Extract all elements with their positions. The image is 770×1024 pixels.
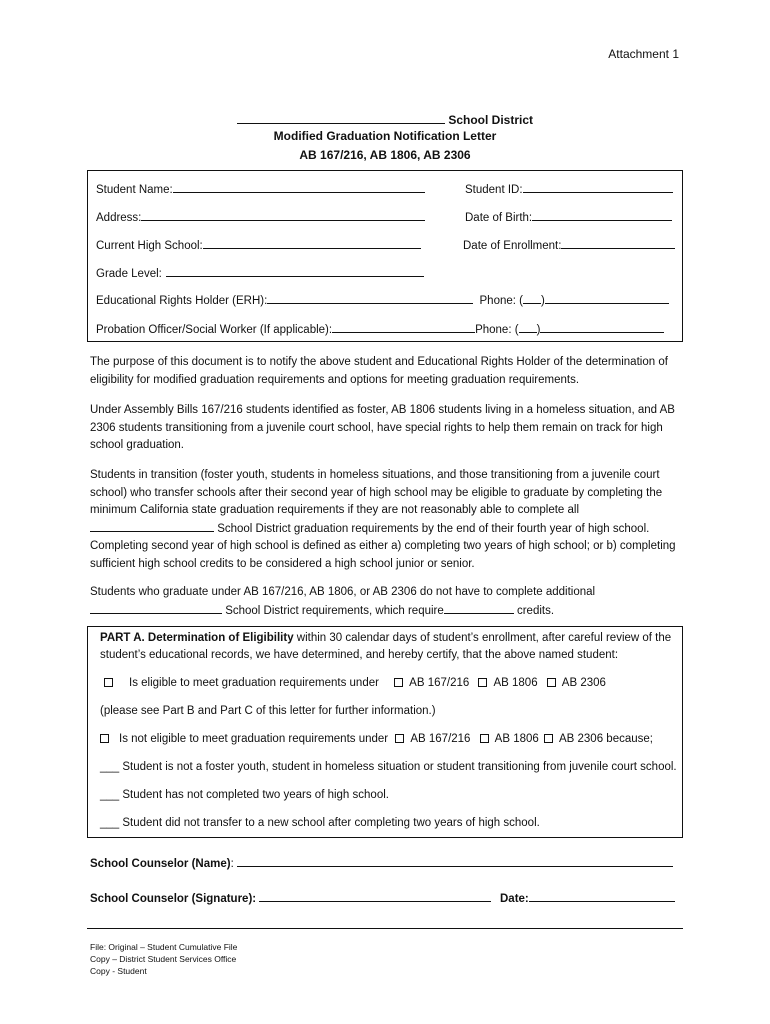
footer-divider [87,928,683,929]
reason-1-blank[interactable]: ___ [100,761,120,773]
because-text: because; [603,733,653,745]
eligible-row [104,677,606,689]
not-eligible-ab167-checkbox[interactable] [395,734,404,743]
probation-label: Probation Officer/Social Worker (If applicable): [96,324,333,336]
probation-row [96,321,664,336]
erh-row [96,292,669,307]
student-name-label: Student Name: [96,184,173,196]
grade-level-row [96,265,424,280]
student-id-label: Student ID: [465,184,523,196]
date-field[interactable] [529,890,675,902]
not-eligible-ab1806-checkbox[interactable] [480,734,489,743]
eligible-text: Is eligible to meet graduation requirements under [129,677,379,689]
eligible-ab167-label: AB 167/216 [409,677,470,689]
district-name-blank[interactable] [237,112,445,124]
reason-row-2 [100,789,389,801]
not-eligible-row [100,733,653,745]
address-field[interactable] [141,209,425,221]
purpose-text: The purpose of this document is to notify the above student and Educational Rights Holder of the determination of eligibility for modified graduation requirements and options for meeting graduation requirements. [90,356,668,386]
eligible-ab1806-label: AB 1806 [493,677,538,689]
additional-text-b: School District requirements, which require [222,604,444,617]
eligible-ab2306-checkbox[interactable] [547,678,556,687]
part-a-intro-rest: within 30 calendar days of student’s enrollment, after careful review of the [293,632,672,644]
current-school-label: Current High School: [96,240,203,252]
address-label: Address: [96,212,142,224]
transition-text [90,467,680,573]
reason-1-text: Student is not a foster youth, student in homeless situation or student transitioning from juvenile court school. [119,761,677,773]
reason-2-blank[interactable]: ___ [100,789,120,801]
additional-text-c: credits. [513,604,555,617]
counselor-signature-label: School Counselor (Signature): [90,893,257,905]
attachment-label: Attachment 1 [608,47,679,61]
not-eligible-ab167-label: AB 167/216 [410,733,471,745]
grade-level-field[interactable] [166,265,424,277]
assembly-bills-text: Under Assembly Bills 167/216 students identified as foster, AB 1806 students living in a homeless situation, and AB 2306 students transitioning from a juvenile court school, have special rights to help them remain on track for high school graduation. [90,404,675,451]
student-id-field[interactable] [523,181,673,193]
assembly-bills-paragraph [90,402,680,455]
not-eligible-ab1806-label: AB 1806 [494,733,539,745]
grade-level-label: Grade Level: [96,268,162,280]
see-parts-note: (please see Part B and Part C of this letter for further information.) [100,705,436,717]
credits-blank[interactable] [444,602,514,614]
part-a-intro-line1 [100,632,671,644]
student-id-row [465,181,673,196]
part-a-heading: PART A. Determination of Eligibility [100,632,294,644]
district-name-inline-blank[interactable] [90,520,214,532]
transition-paragraph [90,467,680,573]
transition-text-a: Students in transition (foster youth, students in homeless situations, and those transitioning from a juvenile court school) who transfer schools after their second year of high school may be eligible to graduate by completing the minimum California state graduation requirements if they are not reasonably able to complete all [90,469,663,516]
reason-2-text: Student has not completed two years of high school. [119,789,389,801]
dob-label: Date of Birth: [465,212,533,224]
erh-phone-label: Phone: ( [479,295,523,307]
additional-requirements-text [90,584,680,620]
additional-requirements-paragraph [90,584,680,620]
part-a-box [87,626,683,838]
probation-phone-label: Phone: ( [475,324,519,336]
enrollment-field[interactable] [561,237,675,249]
erh-phone-field[interactable] [545,292,669,304]
part-a-intro-line2: student’s educational records, we have determined, and hereby certify, that the above named student: [100,649,619,661]
dob-row [465,209,672,224]
purpose-paragraph [90,354,680,389]
additional-text-a: Students who graduate under AB 167/216, AB 1806, or AB 2306 do not have to complete additional [90,586,596,598]
probation-field[interactable] [332,321,475,333]
not-eligible-ab2306-checkbox[interactable] [544,734,553,743]
footer-line-2: Copy – District Student Services Office [90,954,237,964]
student-name-field[interactable] [173,181,425,193]
erh-phone-close: ) [540,295,545,307]
district-suffix: School District [448,113,534,127]
counselor-name-field[interactable] [237,855,673,867]
current-school-row [96,237,421,252]
eligible-ab167-checkbox[interactable] [394,678,403,687]
district-heading [0,112,770,127]
counselor-signature-row [90,890,491,905]
not-eligible-text: Is not eligible to meet graduation requirements under [119,733,389,745]
reason-3-blank[interactable]: ___ [100,817,120,829]
reason-row-1 [100,761,677,773]
probation-phone-area[interactable] [519,321,537,333]
address-row [96,209,425,224]
reason-row-3 [100,817,540,829]
eligible-ab1806-checkbox[interactable] [478,678,487,687]
counselor-signature-field[interactable] [259,890,491,902]
footer-line-1: File: Original – Student Cumulative File [90,942,238,952]
enrollment-row [463,237,675,252]
counselor-name-colon: : [230,858,234,870]
probation-phone-field[interactable] [540,321,664,333]
student-info-box [87,170,683,342]
eligible-checkbox[interactable] [104,678,113,687]
counselor-name-row [90,855,673,870]
counselor-name-label: School Counselor (Name) [90,858,231,870]
date-label: Date: [500,893,529,905]
date-row [500,890,675,905]
erh-phone-area[interactable] [523,292,541,304]
student-name-row [96,181,425,196]
letter-title: Modified Graduation Notification Letter [273,129,497,143]
letter-bills: AB 167/216, AB 1806, AB 2306 [299,148,471,162]
current-school-field[interactable] [203,237,421,249]
erh-label: Educational Rights Holder (ERH): [96,295,268,307]
footer-line-3: Copy - Student [90,966,147,976]
reason-3-text: Student did not transfer to a new school after completing two years of high school. [119,817,540,829]
enrollment-label: Date of Enrollment: [463,240,562,252]
erh-field[interactable] [267,292,473,304]
not-eligible-checkbox[interactable] [100,734,109,743]
dob-field[interactable] [532,209,672,221]
district-name-blank-2[interactable] [90,602,222,614]
eligible-ab2306-label: AB 2306 [561,677,606,689]
transition-text-b: School District graduation requirements by the end of their fourth year of high school. Completing second year of high school is defined as either a) completing two years of high school; or b) completing sufficient high school credits to be considered a high school junior or senior. [90,522,676,570]
not-eligible-ab2306-label: AB 2306 [558,733,604,745]
probation-phone-close: ) [536,324,541,336]
